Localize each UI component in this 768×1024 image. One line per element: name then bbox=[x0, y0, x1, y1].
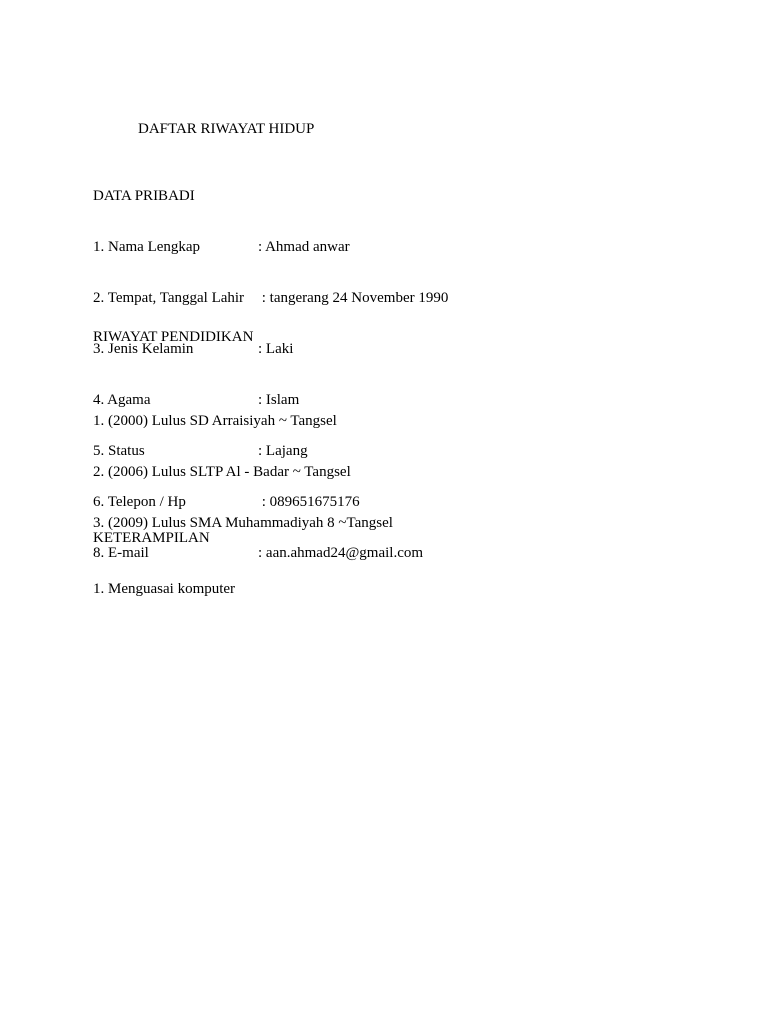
row-value: : Ahmad anwar bbox=[258, 239, 350, 255]
document-title: DAFTAR RIWAYAT HIDUP bbox=[138, 121, 315, 137]
list-item: 2. (2006) Lulus SLTP Al - Badar ~ Tangsel bbox=[93, 464, 351, 480]
education-heading: RIWAYAT PENDIDIKAN bbox=[93, 329, 254, 345]
row-value: : aan.ahmad24@gmail.com bbox=[258, 545, 424, 561]
row-value: : Islam bbox=[258, 392, 300, 408]
list-item: 1. (2000) Lulus SD Arraisiyah ~ Tangsel bbox=[93, 413, 337, 429]
personal-data-heading: DATA PRIBADI bbox=[93, 188, 195, 204]
personal-row-name bbox=[93, 239, 350, 256]
row-label: 1. Nama Lengkap bbox=[93, 239, 201, 255]
personal-row-birth bbox=[93, 290, 449, 307]
row-value: : Lajang bbox=[258, 443, 308, 459]
row-label: 6. Telepon / Hp bbox=[93, 494, 186, 510]
row-value: : Laki bbox=[258, 341, 294, 357]
row-value: : tangerang 24 November 1990 bbox=[258, 290, 449, 306]
row-label: 4. Agama bbox=[93, 392, 151, 408]
skills-section bbox=[93, 496, 235, 632]
row-label: 8. E-mail bbox=[93, 545, 149, 561]
row-label: 3. Jenis Kelamin bbox=[93, 341, 194, 357]
list-item: 1. Menguasai komputer bbox=[93, 581, 236, 597]
row-label: 5. Status bbox=[93, 443, 145, 459]
row-value: : 089651675176 bbox=[258, 494, 360, 510]
row-label: 2. Tempat, Tanggal Lahir bbox=[93, 290, 245, 306]
list-item: 3. (2009) Lulus SMA Muhammadiyah 8 ~Tangsel bbox=[93, 515, 393, 531]
skills-heading: KETERAMPILAN bbox=[93, 530, 210, 546]
